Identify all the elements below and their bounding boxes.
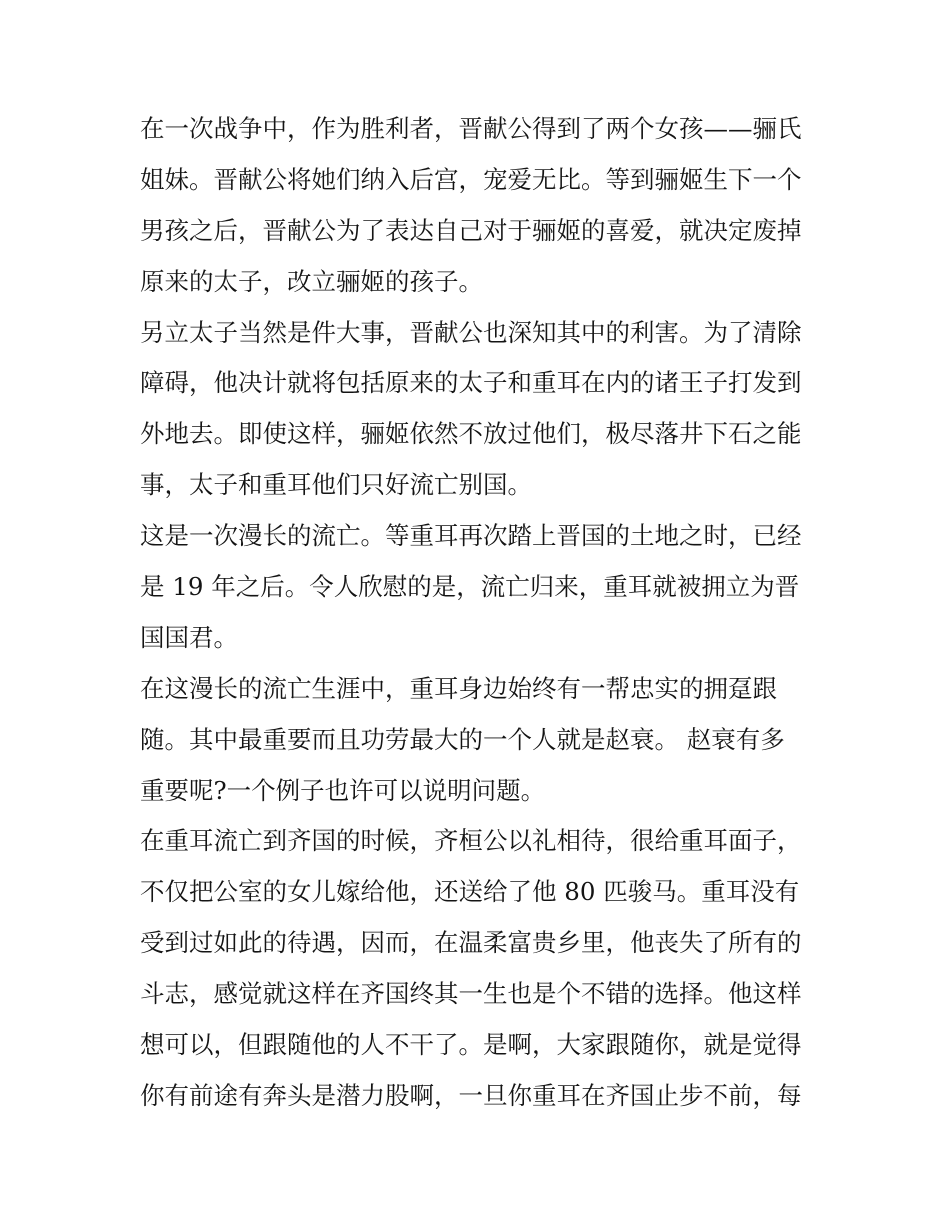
paragraph-5: [140, 816, 812, 1121]
text-line: 障碍，他决计就将包括原来的太子和重耳在内的诸王子打发到: [140, 368, 802, 398]
text-line: 原来的太子，改立骊姬的孩子。: [140, 266, 483, 296]
text-line: 是 19 年之后。令人欣慰的是，流亡归来，重耳就被拥立为晋: [140, 572, 800, 602]
text-line: 在重耳流亡到齐国的时候，齐桓公以礼相待，很给重耳面子，: [140, 826, 802, 856]
paragraph-4: [140, 664, 812, 817]
text-line: 想可以，但跟随他的人不干了。是啊，大家跟随你，就是觉得: [140, 1030, 802, 1060]
text-line: 事，太子和重耳他们只好流亡别国。: [140, 470, 532, 500]
text-line: 姐妹。晋献公将她们纳入后宫，宠爱无比。等到骊姬生下一个: [140, 164, 802, 194]
text-line: 斗志，感觉就这样在齐国终其一生也是个不错的选择。他这样: [140, 979, 802, 1009]
text-line: 随。其中最重要而且功劳最大的一个人就是赵衰。 赵衰有多: [140, 724, 785, 754]
document-body: [140, 104, 812, 1122]
paragraph-3: [140, 511, 812, 664]
text-line: 受到过如此的待遇，因而，在温柔富贵乡里，他丧失了所有的: [140, 928, 802, 958]
text-line: 这是一次漫长的流亡。等重耳再次踏上晋国的土地之时，已经: [140, 521, 802, 551]
text-line: 你有前途有奔头是潜力股啊，一旦你重耳在齐国止步不前，每: [140, 1080, 802, 1110]
text-line: 另立太子当然是件大事，晋献公也深知其中的利害。为了清除: [140, 317, 802, 347]
paragraph-2: [140, 308, 812, 512]
paragraph-1: [140, 104, 812, 308]
text-line: 不仅把公室的女儿嫁给他，还送给了他 80 匹骏马。重耳没有: [140, 877, 800, 907]
text-line: 在一次战争中，作为胜利者，晋献公得到了两个女孩——骊氏: [140, 114, 802, 143]
text-line: 重要呢?一个例子也许可以说明问题。: [140, 775, 546, 805]
text-line: 在这漫长的流亡生涯中，重耳身边始终有一帮忠实的拥趸跟: [140, 673, 777, 703]
text-line: 外地去。即使这样，骊姬依然不放过他们，极尽落井下石之能: [140, 419, 802, 449]
text-line: 国国君。: [140, 622, 238, 652]
text-line: 男孩之后，晋献公为了表达自己对于骊姬的喜爱，就决定废掉: [140, 215, 802, 245]
